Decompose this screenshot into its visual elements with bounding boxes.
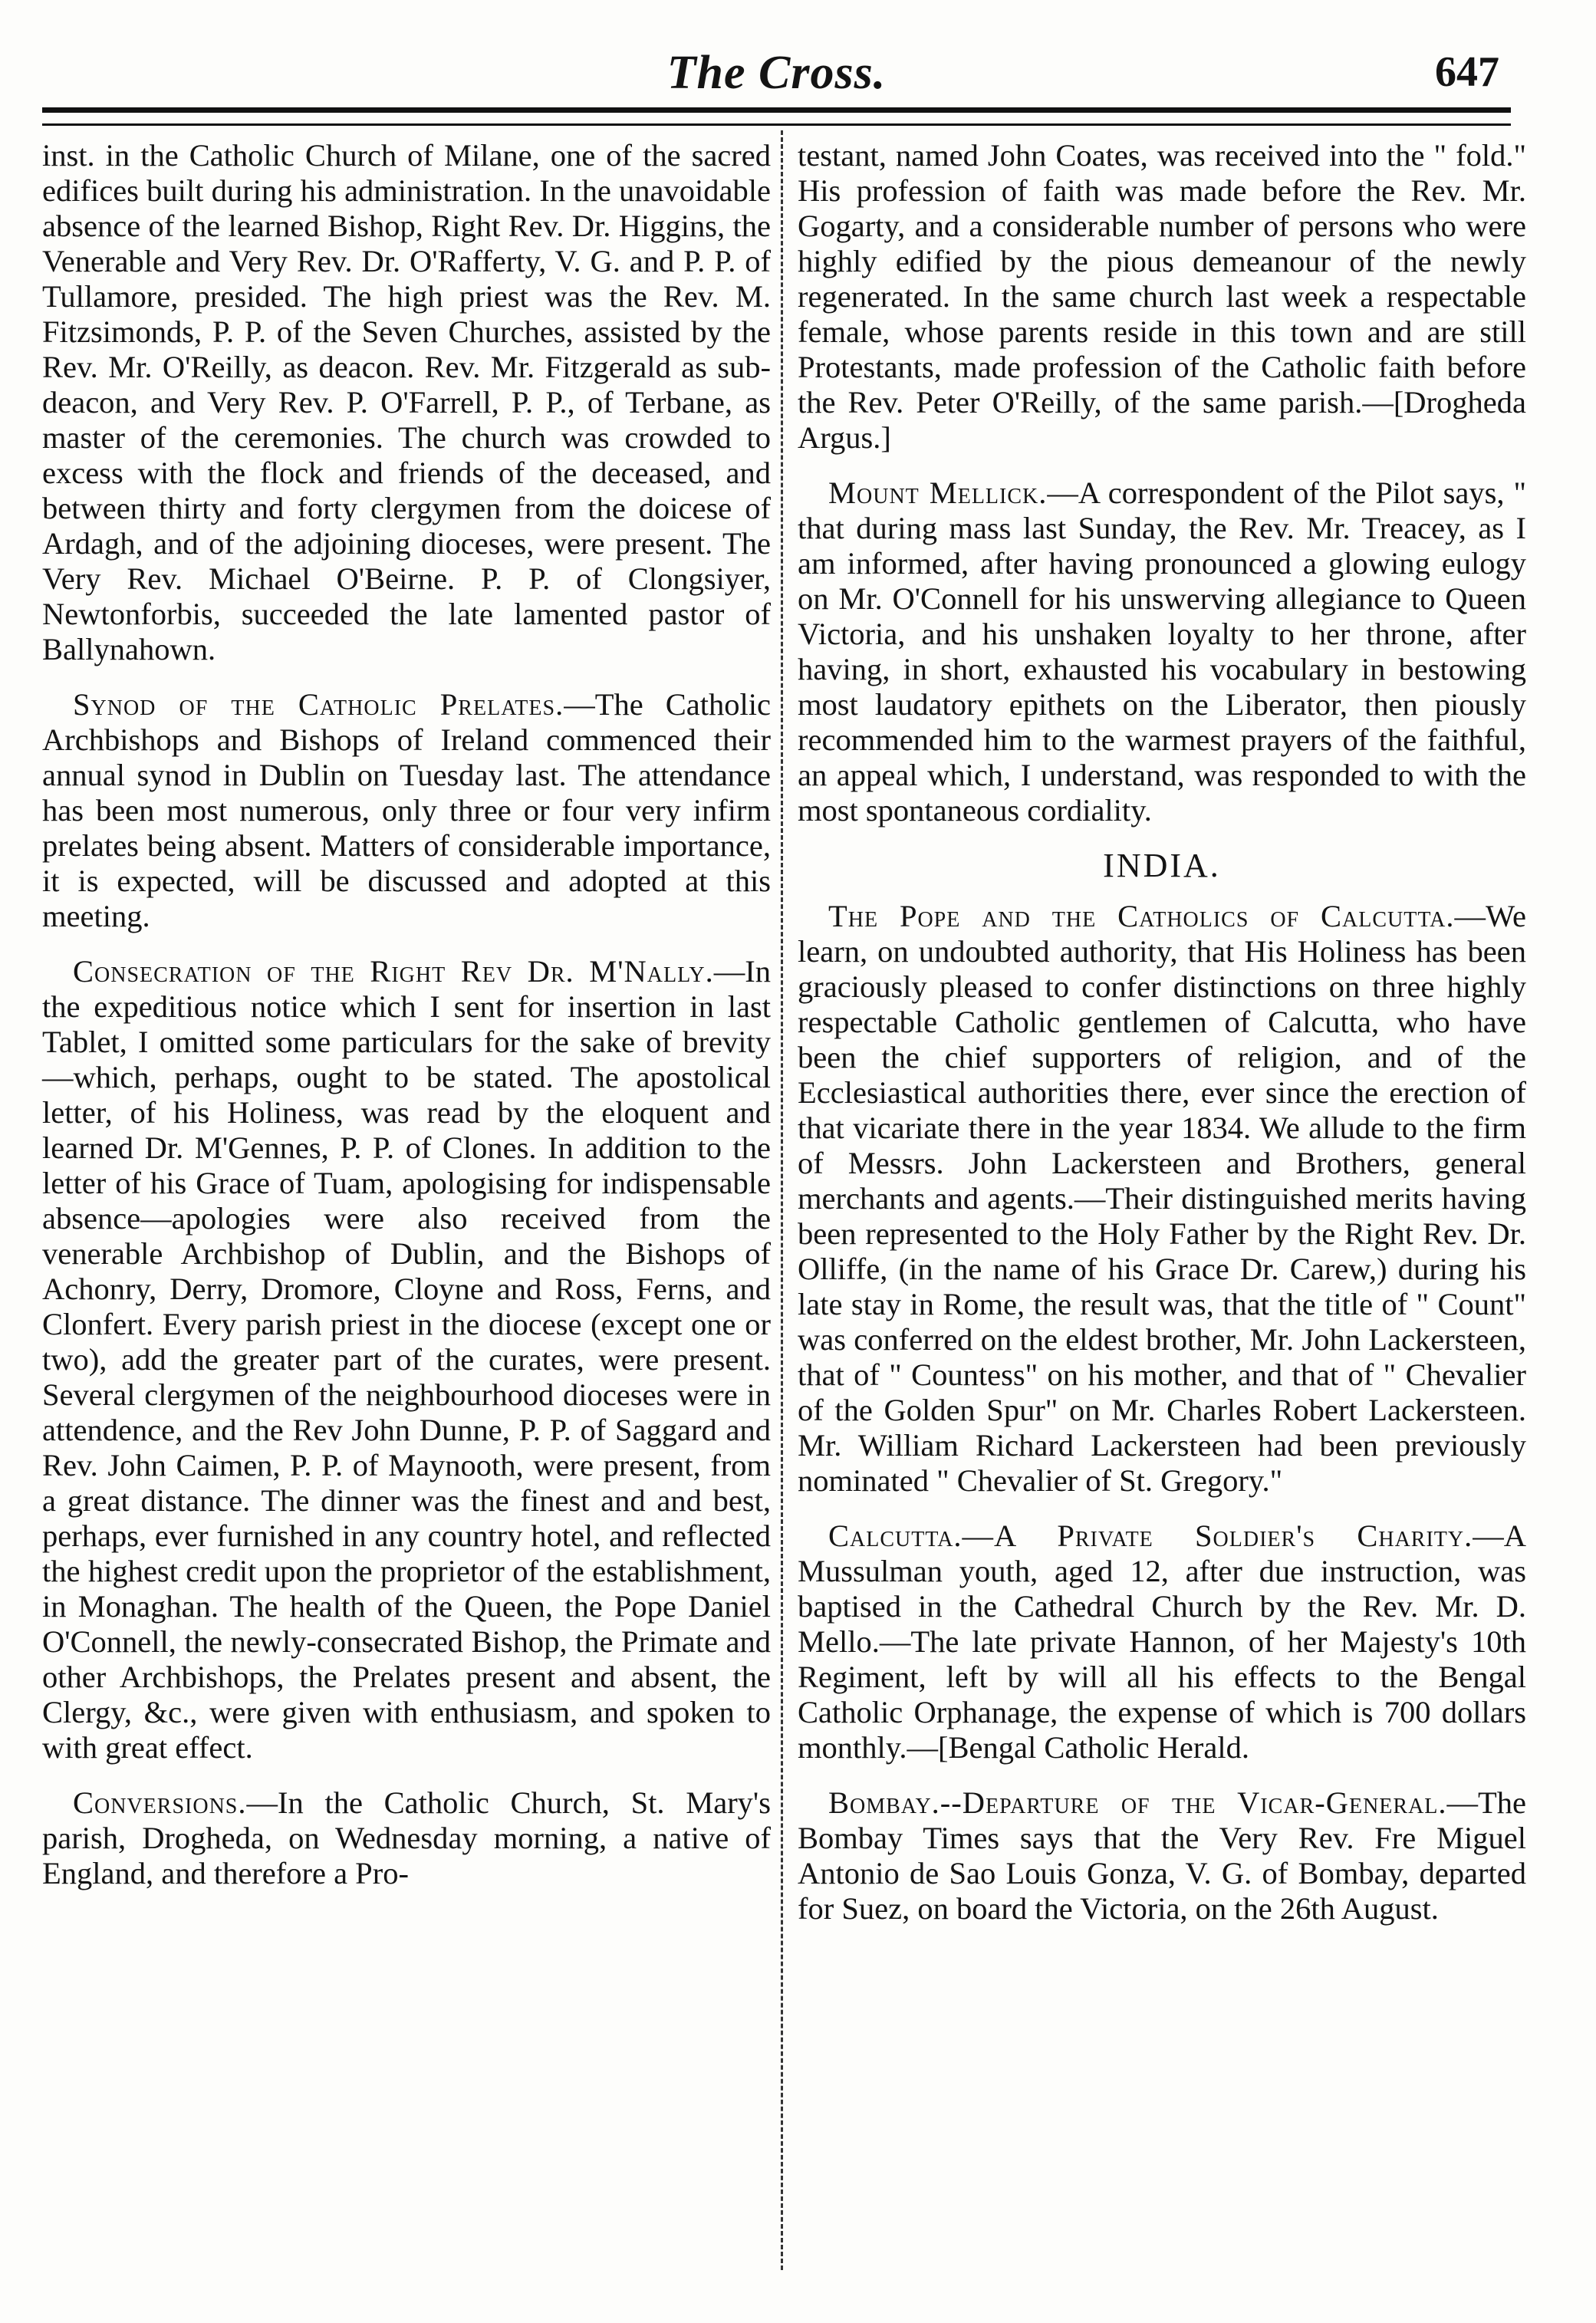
- pope-calcutta-body: —We learn, on undoubted authority, that His Holiness has been graciously pleased to confer distinctions on three highly respectable Catholic gentlemen of Calcutta, who have been the chief supporters of religion, and of the Ecclesiastical authorities there, ever since the erection of that vicariate there in the year 1834. We allude to the firm of Messrs. John Lackersteen and Brothers, general merchants and agents.—Their distinguished merits having been represented to the Holy Father by the Right Rev. Dr. Olliffe, (in the name of his Grace Dr. Carew,) during his late stay in Rome, the result was, that the title of " Count" was conferred on the eldest brother, Mr. John Lackersteen, that of " Countess" on his mother, and that of " Chevalier of the Golden Spur" on Mr. Charles Robert Lackersteen. Mr. William Richard Lackersteen had been previously nominated " Chevalier of St. Gregory.": [798, 899, 1526, 1498]
- india-section-heading: INDIA.: [1103, 847, 1221, 884]
- consecration-body: —In the expeditious notice which I sent for insertion in last Tablet, I omitted some particulars for the sake of brevity—which, perhaps, ought to be stated. The apostolical letter, of his Holiness, was read by the eloquent and learned Dr. M'Gennes, P. P. of Clones. In addition to the letter of his Grace of Tuam, apologising for indispensable absence—apologies were also received from the venerable Archbishop of Dublin, and the Bishops of Achonry, Derry, Dromore, Cloyne and Ross, Ferns, and Clonfert. Every parish priest in the diocese (except one or two), add the greater part of the curates, were present. Several clergymen of the neighbourhood dioceses were in attendence, and the Rev John Dunne, P. P. of Saggard and Rev. John Caimen, P. P. of Maynooth, were present, from a great distance. The dinner was the finest and and best, perhaps, ever furnished in any country hotel, and reflected the highest credit upon the proprietor of the establishment, in Monaghan. The health of the Queen, the Pope Daniel O'Connell, the newly-consecrated Bishop, the Primate and other Archbishops, the Prelates present and absent, the Clergy, &c., were given with enthusiasm, and spoken to with great effect.: [42, 954, 771, 1765]
- calcutta-charity-heading: Calcutta.—A Private Soldier's Charity.: [828, 1519, 1473, 1553]
- calcutta-charity-article: [798, 1519, 1526, 1765]
- mountmellick-heading: Mount Mellick.: [828, 475, 1048, 510]
- consecration-article: [42, 954, 771, 1765]
- consecration-heading: Consecration of the Right Rev Dr. M'Nally.: [73, 954, 714, 989]
- mountmellick-body: —A correspondent of the Pilot says, " that during mass last Sunday, the Rev. Mr. Treacey, as I am informed, after having pronounced a glowing eulogy on Mr. O'Connell for his unswerving allegiance to Queen Victoria, and his unshaken loyalty to her throne, after having, in short, exhausted his vocabulary in bestowing most laudatory epithets on the Liberator, then piously recommended him to the warmest prayers of the faithful, an appeal which, I understand, was responded to with the most spontaneous cordiality.: [798, 475, 1526, 828]
- conversions-continued-paragraph: testant, named John Coates, was received into the " fold." His profession of faith was made before the Rev. Mr. Gogarty, and a considerable number of persons who were highly edified by the pious demeanour of the newly regenerated. In the same church last week a respectable female, whose parents reside in this town and are still Protestants, made profession of the Catholic faith before the Rev. Peter O'Reilly, of the same parish.—[Drogheda Argus.]: [798, 138, 1526, 455]
- bombay-heading: Bombay.--Departure of the Vicar-General.: [828, 1785, 1447, 1820]
- right-column: [798, 138, 1526, 1927]
- bombay-body: —The Bombay Times says that the Very Rev. Fre Miguel Antonio de Sao Louis Gonza, V. G. of Bombay, departed for Suez, on board the Victoria, on the 26th August.: [798, 1785, 1526, 1926]
- header-rule: [42, 107, 1511, 126]
- pope-calcutta-heading: The Pope and the Catholics of Calcutta.: [828, 899, 1455, 933]
- column-divider: [781, 130, 783, 2270]
- bombay-article: [798, 1785, 1526, 1927]
- synod-heading: Synod of the Catholic Prelates.: [73, 687, 564, 722]
- masthead: [42, 46, 1511, 107]
- conversions-body: —In the Catholic Church, St. Mary's parish, Drogheda, on Wednesday morning, a native of England, and therefore a Pro-: [42, 1785, 771, 1890]
- page-number: 647: [1435, 48, 1499, 96]
- conversions-heading: Conversions.: [73, 1785, 247, 1820]
- conversions-article: [42, 1785, 771, 1891]
- left-column: [42, 138, 771, 1891]
- mountmellick-article: [798, 475, 1526, 828]
- calcutta-charity-body: —A Mussulman youth, aged 12, after due instruction, was baptised in the Cathedral Church by the Rev. Mr. D. Mello.—The late private Hannon, of her Majesty's 10th Regiment, left by will all his effects to the Bengal Catholic Orphanage, the expense of which is 700 dollars monthly.—[Bengal Catholic Herald.: [798, 1519, 1526, 1765]
- milane-funeral-paragraph: inst. in the Catholic Church of Milane, one of the sacred edifices built during his administration. In the unavoidable absence of the learned Bishop, Right Rev. Dr. Higgins, the Venerable and Very Rev. Dr. O'Rafferty, V. G. and P. P. of Tullamore, presided. The high priest was the Rev. M. Fitzsimonds, P. P. of the Seven Churches, assisted by the Rev. Mr. O'Reilly, as deacon. Rev. Mr. Fitzgerald as sub-deacon, and Very Rev. P. O'Farrell, P. P., of Terbane, as master of the ceremonies. The church was crowded to excess with the flock and friends of the deceased, and between thirty and forty clergymen from the doicese of Ardagh, and of the adjoining dioceses, were present. The Very Rev. Michael O'Beirne. P. P. of Clongsiyer, Newtonforbis, succeeded the late lamented pastor of Ballynahown.: [42, 138, 771, 666]
- running-title: The Cross.: [666, 47, 887, 99]
- pope-calcutta-article: [798, 899, 1526, 1499]
- synod-article: [42, 687, 771, 934]
- synod-body: —The Catholic Archbishops and Bishops of Ireland commenced their annual synod in Dublin on Tuesday last. The attendance has been most numerous, only three or four very infirm prelates being absent. Matters of considerable importance, it is expected, will be discussed and adopted at this meeting.: [42, 687, 771, 933]
